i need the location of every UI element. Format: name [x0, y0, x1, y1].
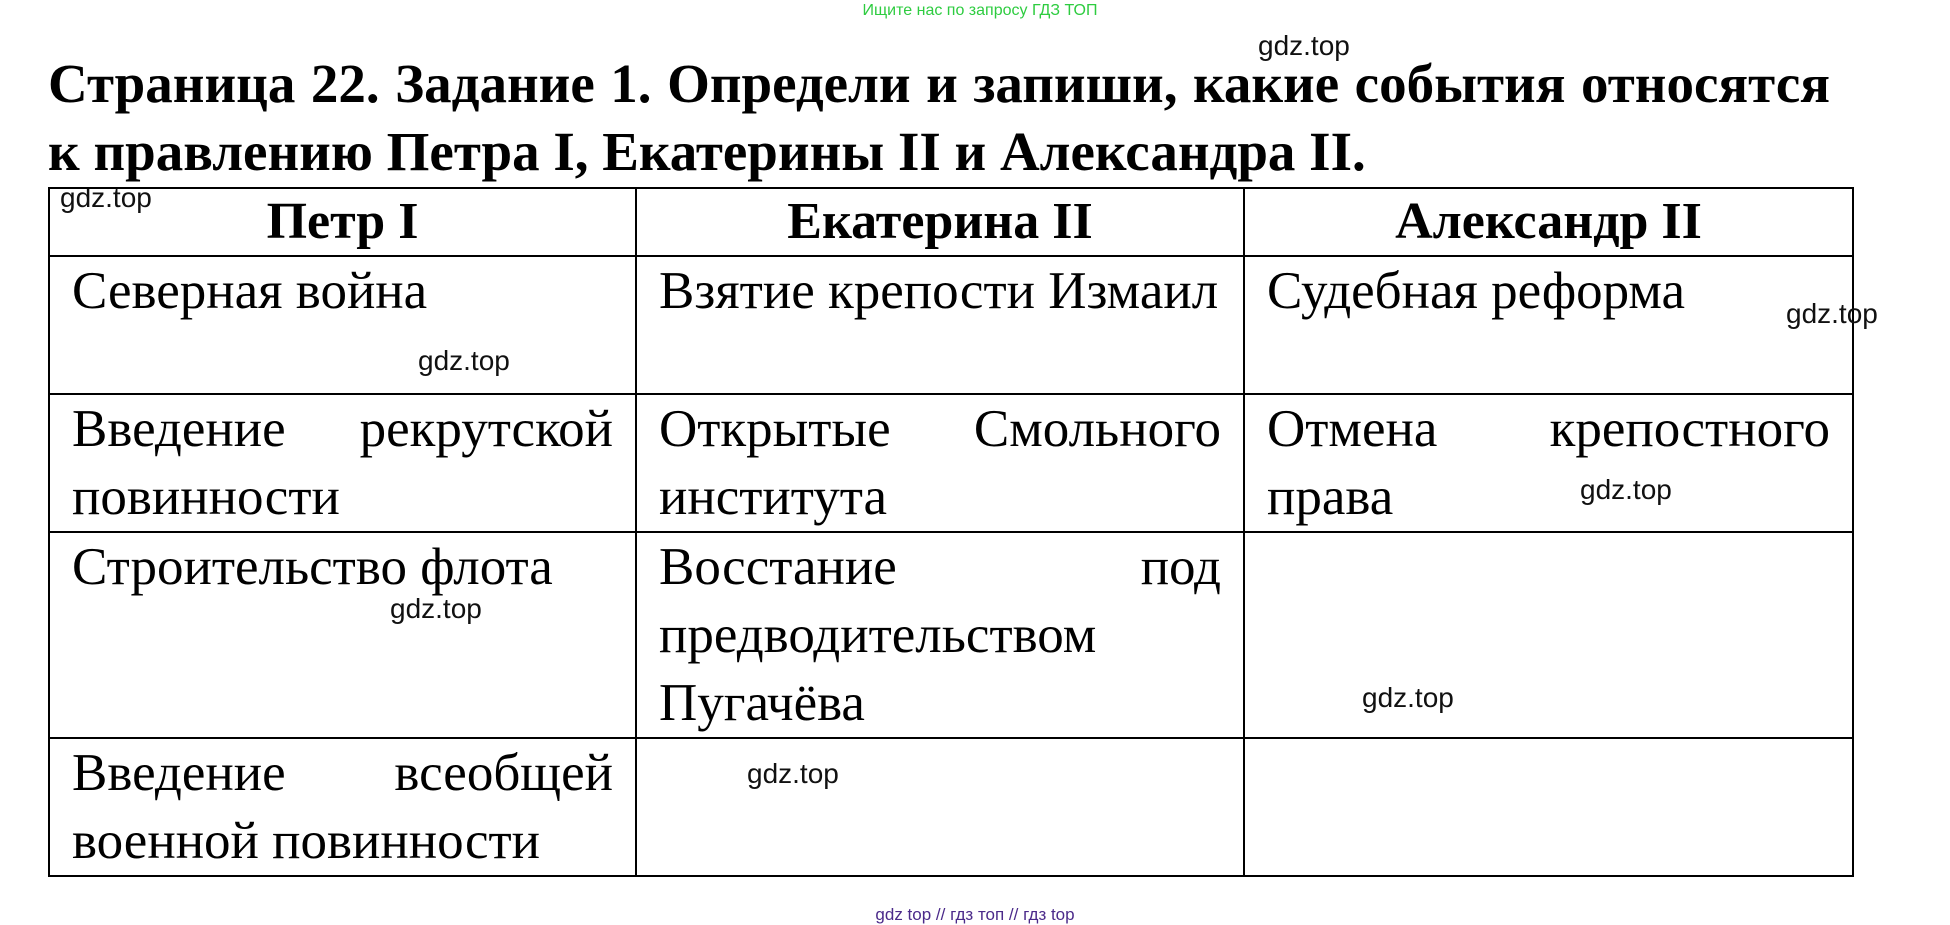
header-catherine-ii: Екатерина II — [636, 188, 1244, 256]
header-peter-i: Петр I — [49, 188, 636, 256]
table-row — [49, 532, 1853, 738]
cell-text: Взятие крепости Измаил — [659, 262, 1219, 320]
table-row — [49, 256, 1853, 394]
cell-text: Введение рекрутской повинности — [72, 400, 613, 526]
table-cell — [636, 738, 1244, 876]
table-cell — [636, 394, 1244, 532]
table-cell — [1244, 738, 1853, 876]
table-cell — [636, 256, 1244, 394]
footer-links[interactable]: gdz top // гдз топ // гдз top — [875, 905, 1075, 924]
cell-text: Северная война — [72, 262, 428, 320]
watermark: gdz.top — [60, 182, 152, 213]
watermark: gdz.top — [747, 758, 839, 789]
table-cell — [1244, 532, 1853, 738]
answer-table — [48, 187, 1854, 877]
watermark: gdz.top — [1580, 474, 1672, 505]
table-row — [49, 738, 1853, 876]
cell-text: Строительство флота — [72, 538, 553, 596]
table-row — [49, 394, 1853, 532]
table-cell — [636, 532, 1244, 738]
watermark: gdz.top — [1258, 30, 1350, 61]
watermark: gdz.top — [390, 593, 482, 624]
task-heading: Страница 22. Задание 1. Определи и запиши, какие события относятся к правлению Петра I, Екатерины II и Александра II. — [48, 53, 1830, 182]
watermark: gdz.top — [1362, 682, 1454, 713]
table-cell — [49, 532, 636, 738]
table-cell — [1244, 394, 1853, 532]
cell-text: Судебная реформа — [1267, 262, 1686, 320]
top-banner[interactable]: Ищите нас по запросу ГДЗ ТОП — [862, 2, 1098, 19]
table-cell — [49, 394, 636, 532]
table-cell — [49, 738, 636, 876]
cell-text: Восстание под предводительством Пугачёва — [659, 538, 1221, 732]
cell-text: Введение всеобщей военной повинности — [72, 744, 613, 870]
table-cell — [49, 256, 636, 394]
table-header-row — [49, 188, 1853, 256]
cell-text: Отмена крепостного права — [1267, 400, 1830, 526]
watermark: gdz.top — [1786, 298, 1878, 329]
header-alexander-ii: Александр II — [1244, 188, 1853, 256]
cell-text: Открытые Смольного института — [659, 400, 1221, 526]
watermark: gdz.top — [418, 345, 510, 376]
table-cell — [1244, 256, 1853, 394]
